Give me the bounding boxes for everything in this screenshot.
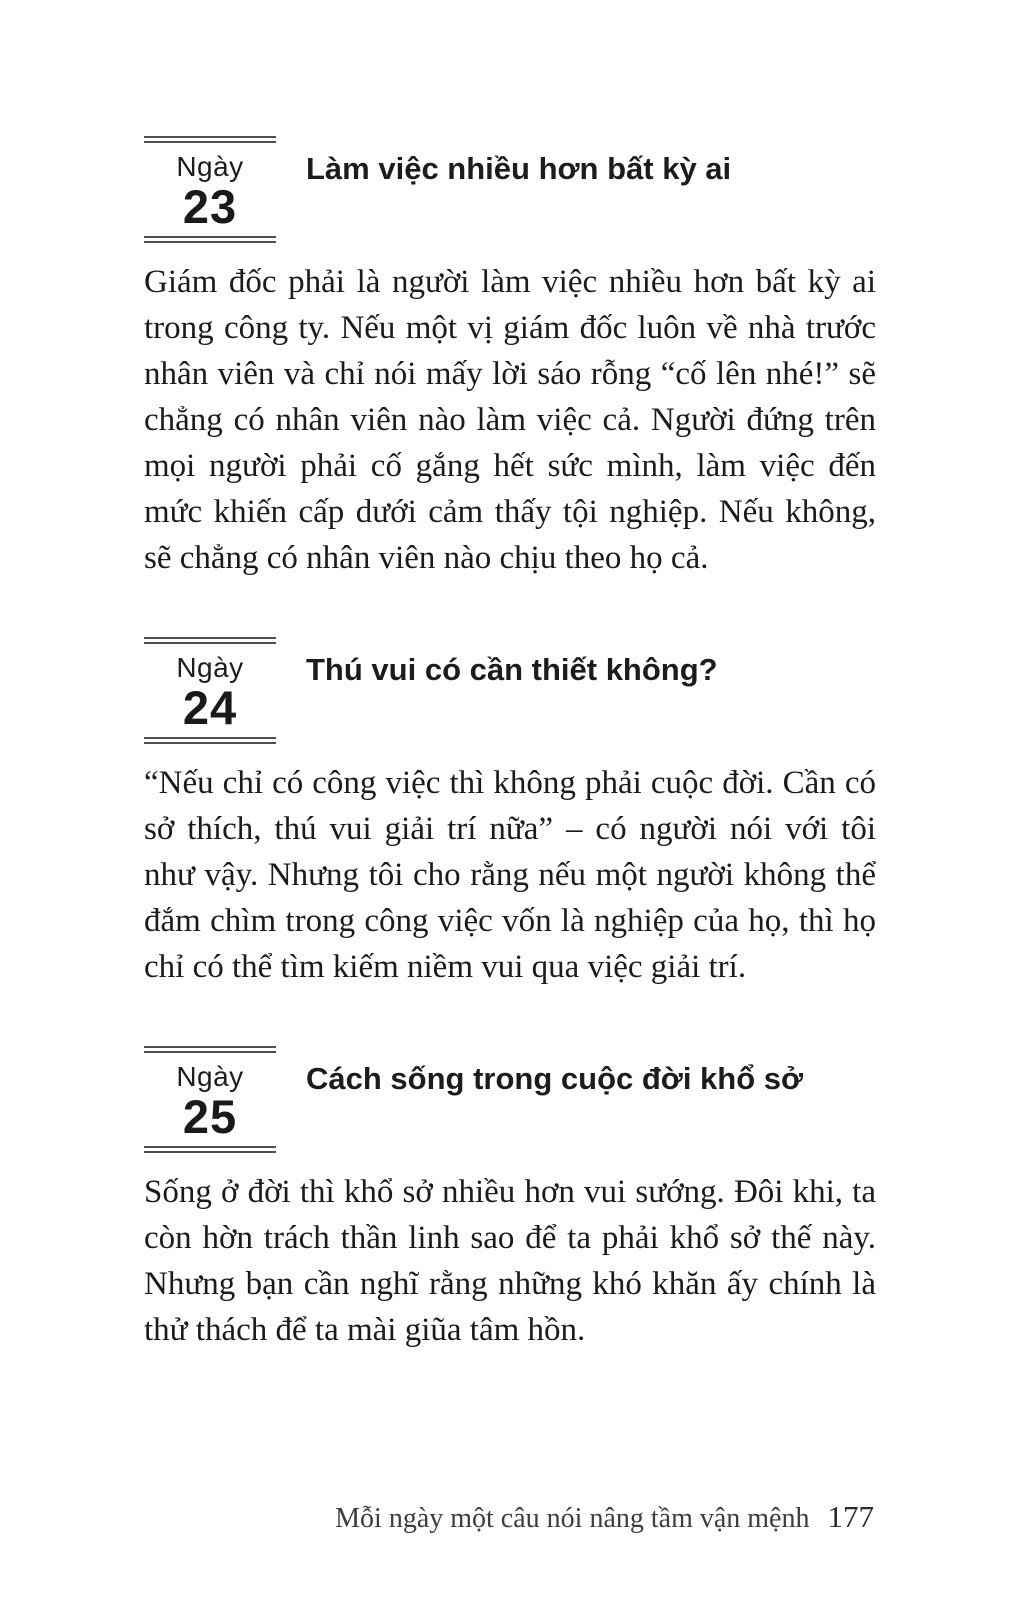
section-header: [144, 637, 876, 744]
day-number: 23: [182, 180, 238, 233]
day-marker-top-rule: [144, 136, 276, 143]
section-body-text: Sống ở đời thì khổ sở nhiều hơn vui sướng. Đôi khi, ta còn hờn trách thần linh sao để ta phải khổ sở thế này. Nhưng bạn cần nghĩ rằng những khó khăn ấy chính là thử thách để ta mài giũa tâm hồn.: [144, 1174, 876, 1348]
section-body-text: Giám đốc phải là người làm việc nhiều hơn bất kỳ ai trong công ty. Nếu một vị giám đốc luôn về nhà trước nhân viên và chỉ nói mấy lời sáo rỗng “cố lên nhé!” sẽ chẳng có nhân viên nào làm việc cả. Người đứng trên mọi người phải cố gắng hết sức mình, làm việc đến mức khiến cấp dưới cảm thấy tội nghiệp. Nếu không, sẽ chẳng có nhân viên nào chịu theo họ cả.: [144, 264, 876, 576]
page-number: 177: [827, 1499, 874, 1534]
section-day-25: [144, 1046, 876, 1353]
section-day-24: [144, 637, 876, 990]
day-number: 25: [182, 1090, 238, 1143]
day-marker: [144, 1046, 276, 1153]
section-title: Thú vui có cần thiết không?: [306, 652, 718, 687]
day-marker: [144, 637, 276, 744]
section-header: [144, 1046, 876, 1153]
day-number: 24: [182, 681, 238, 734]
day-marker: [144, 136, 276, 243]
day-label: Ngày: [176, 151, 244, 182]
section-day-23: [144, 136, 876, 581]
day-marker-top-rule: [144, 1046, 276, 1053]
day-label: Ngày: [176, 1061, 244, 1092]
running-title: Mỗi ngày một câu nói nâng tầm vận mệnh: [335, 1503, 810, 1534]
section-body-text: “Nếu chỉ có công việc thì không phải cuộc đời. Cần có sở thích, thú vui giải trí nữa” – có người nói với tôi như vậy. Nhưng tôi cho rằng nếu một người không thể đắm chìm trong công việc vốn là nghiệp của họ, thì họ chỉ có thể tìm kiếm niềm vui qua việc giải trí.: [144, 765, 876, 985]
section-title: Cách sống trong cuộc đời khổ sở: [306, 1061, 804, 1096]
page-content: [144, 136, 876, 1409]
section-title: Làm việc nhiều hơn bất kỳ ai: [306, 151, 732, 186]
day-marker-bottom-rule: [144, 737, 276, 744]
page-footer: [335, 1499, 874, 1535]
day-label: Ngày: [176, 652, 244, 683]
day-marker-top-rule: [144, 637, 276, 644]
day-marker-bottom-rule: [144, 1146, 276, 1153]
day-marker-bottom-rule: [144, 236, 276, 243]
section-header: [144, 136, 876, 243]
